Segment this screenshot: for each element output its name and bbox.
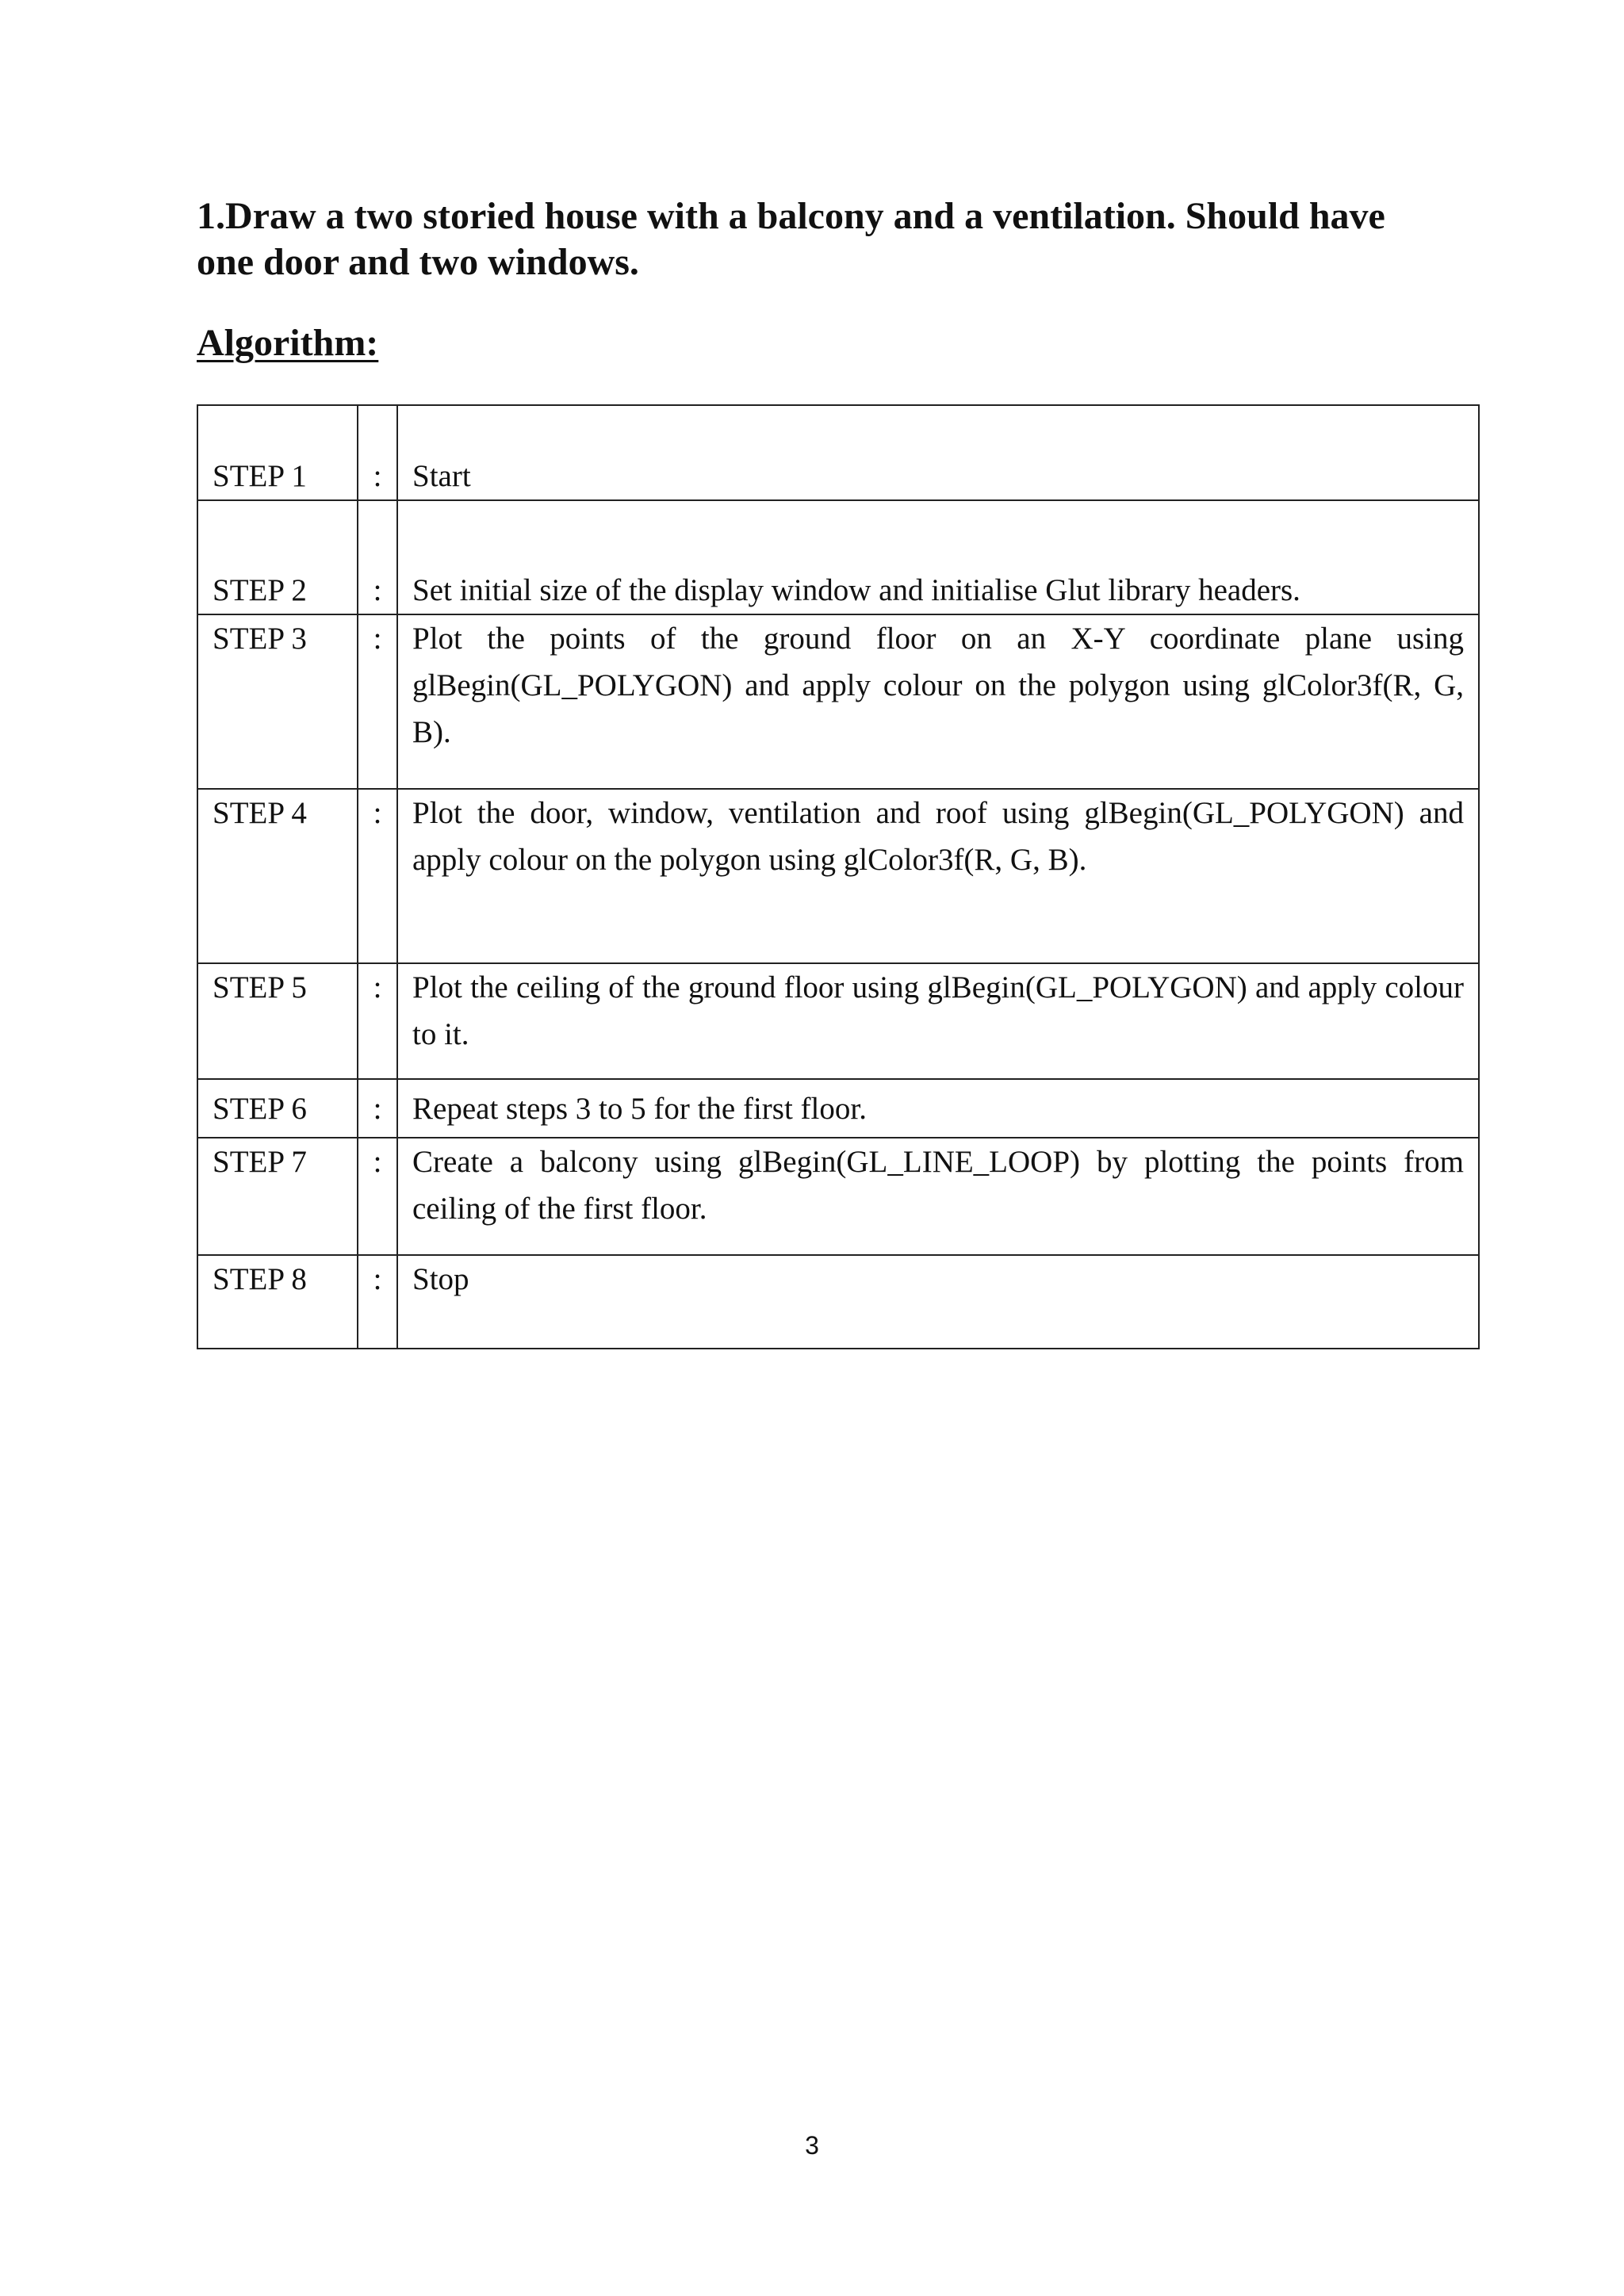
- algorithm-table: [197, 404, 1480, 1349]
- algorithm-heading: Algorithm:: [197, 322, 379, 364]
- step-description: Plot the points of the ground floor on an X-Y coordinate plane using glBegin(GL_POLYGON) and apply colour on the polygon using glColor3f(R, G, B).: [397, 614, 1479, 789]
- table-row: [197, 500, 1479, 614]
- table-row: [197, 1255, 1479, 1349]
- step-label: STEP 7: [197, 1138, 358, 1255]
- step-description: Start: [397, 405, 1479, 500]
- step-description: Create a balcony using glBegin(GL_LINE_LOOP) by plotting the points from ceiling of the first floor.: [397, 1138, 1479, 1255]
- table-row: [197, 963, 1479, 1079]
- step-separator: :: [358, 614, 397, 789]
- step-description: Set initial size of the display window and initialise Glut library headers.: [397, 500, 1479, 614]
- step-label: STEP 8: [197, 1255, 358, 1349]
- step-separator: :: [358, 1255, 397, 1349]
- step-separator: :: [358, 500, 397, 614]
- step-label: STEP 4: [197, 789, 358, 963]
- table-row: [197, 789, 1479, 963]
- table-row: [197, 1079, 1479, 1138]
- step-separator: :: [358, 1138, 397, 1255]
- table-row: [197, 614, 1479, 789]
- question-heading: 1.Draw a two storied house with a balcony and a ventilation. Should have one door and two windows.: [197, 195, 1385, 283]
- page-number: 3: [805, 2131, 819, 2160]
- table-row: [197, 405, 1479, 500]
- step-separator: :: [358, 405, 397, 500]
- step-separator: :: [358, 1079, 397, 1138]
- step-separator: :: [358, 963, 397, 1079]
- step-separator: :: [358, 789, 397, 963]
- step-description: Stop: [397, 1255, 1479, 1349]
- step-description: Plot the door, window, ventilation and roof using glBegin(GL_POLYGON) and apply colour on the polygon using glColor3f(R, G, B).: [397, 789, 1479, 963]
- table-row: [197, 1138, 1479, 1255]
- step-label: STEP 5: [197, 963, 358, 1079]
- step-label: STEP 6: [197, 1079, 358, 1138]
- step-label: STEP 3: [197, 614, 358, 789]
- step-description: Repeat steps 3 to 5 for the first floor.: [397, 1079, 1479, 1138]
- step-label: STEP 1: [197, 405, 358, 500]
- step-description: Plot the ceiling of the ground floor using glBegin(GL_POLYGON) and apply colour to it.: [397, 963, 1479, 1079]
- step-label: STEP 2: [197, 500, 358, 614]
